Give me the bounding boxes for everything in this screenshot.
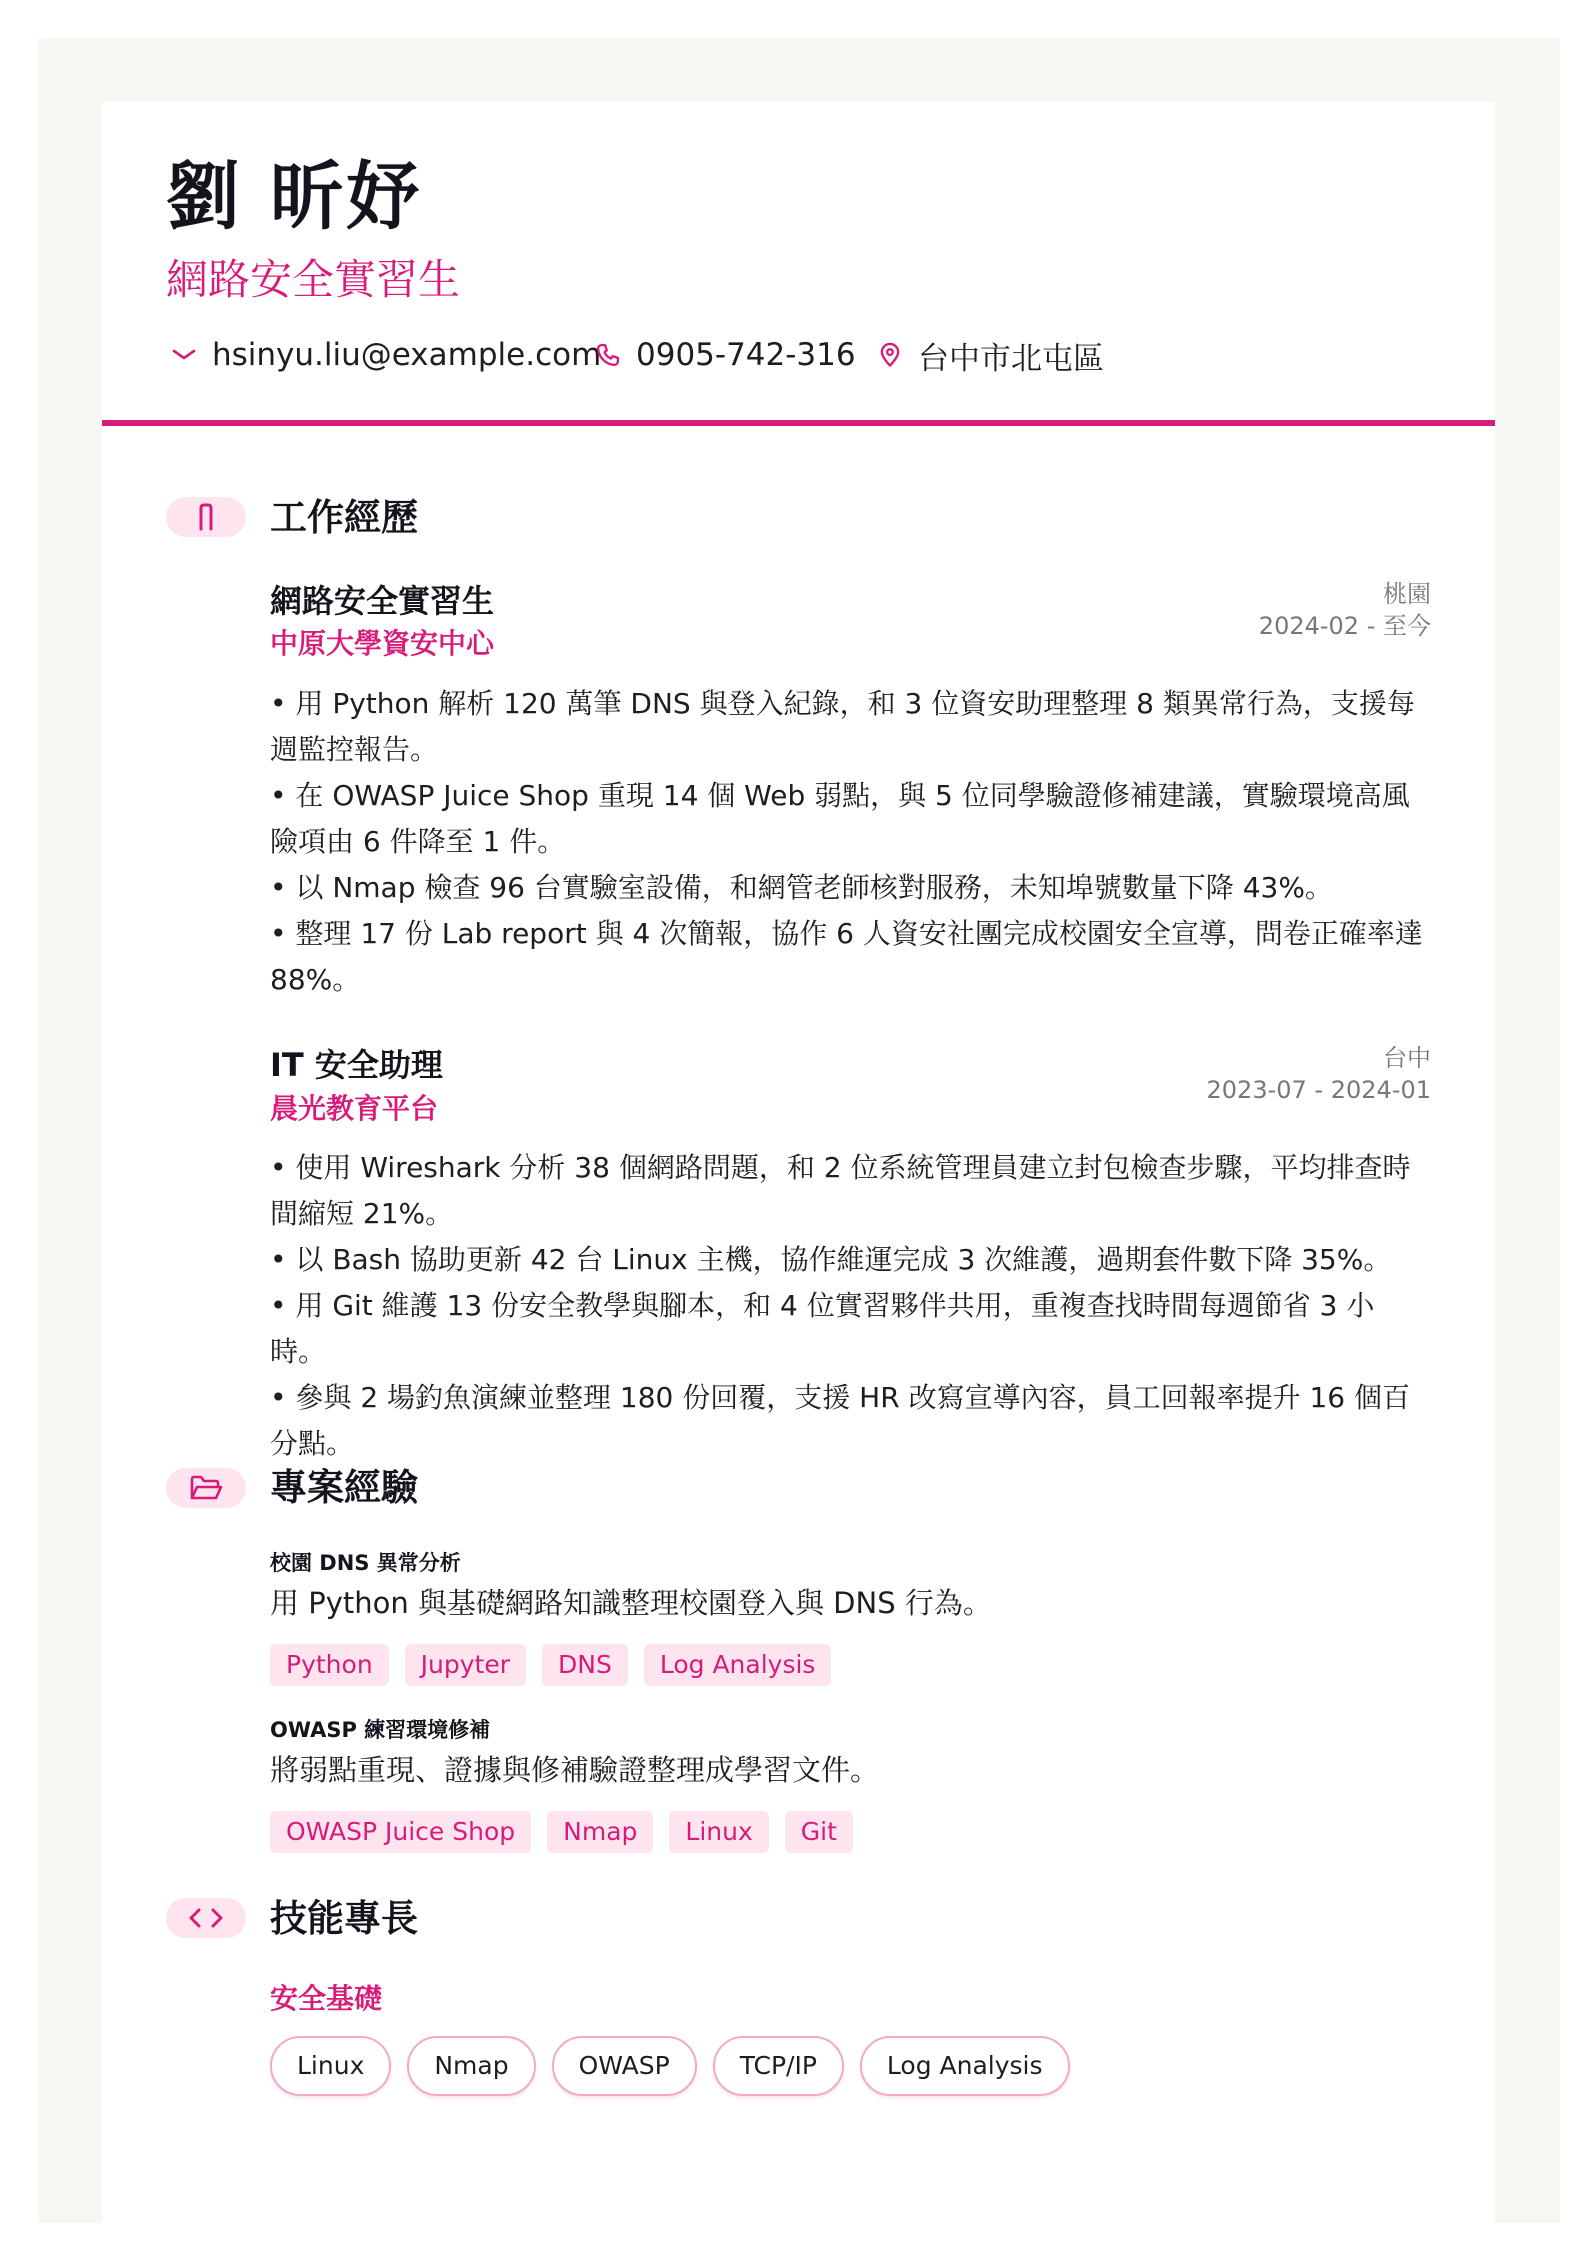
code-icon — [166, 1898, 246, 1938]
job-bullet: • 以 Nmap 檢查 96 台實驗室設備，和網管老師核對服務，未知埠號數量下降 43%。 — [270, 871, 1333, 904]
resume-page — [102, 102, 1495, 2226]
project-tag: DNS — [542, 1644, 628, 1686]
project-tag: OWASP Juice Shop — [270, 1811, 531, 1853]
project-tag: Git — [785, 1811, 853, 1853]
section-title-projects: 專案經驗 — [270, 1466, 418, 1509]
candidate-name: 劉 昕妤 — [166, 154, 422, 240]
email-icon — [166, 337, 202, 373]
skill-pill: OWASP — [552, 2036, 697, 2096]
project-tag: Nmap — [547, 1811, 653, 1853]
job-location: 台中 — [1383, 1044, 1431, 1072]
location-text: 台中市北屯區 — [918, 340, 1104, 377]
project-tags — [270, 1811, 853, 1853]
job-title: 網路安全實習生 — [270, 582, 495, 620]
project-tags — [270, 1644, 831, 1686]
contact-email[interactable] — [166, 335, 601, 375]
briefcase-icon — [166, 497, 246, 537]
email-text: hsinyu.liu@example.com — [212, 337, 602, 373]
job-company: 中原大學資安中心 — [270, 627, 495, 660]
skill-pill: Nmap — [407, 2036, 535, 2096]
project-description: 用 Python 與基礎網路知識整理校園登入與 DNS 行為。 — [270, 1586, 992, 1620]
project-tag: Linux — [669, 1811, 768, 1853]
project-title: 校園 DNS 異常分析 — [270, 1551, 461, 1575]
skill-pill: Linux — [270, 2036, 391, 2096]
phone-icon — [590, 337, 626, 373]
job-bullet: • 參與 2 場釣魚演練並整理 180 份回覆，支援 HR 改寫宣導內容，員工回報率提升 16 個百分點。 — [270, 1381, 1411, 1460]
project-tag: Python — [270, 1644, 389, 1686]
location-pin-icon — [872, 337, 908, 373]
skill-pill: Log Analysis — [860, 2036, 1070, 2096]
job-company: 晨光教育平台 — [270, 1092, 439, 1125]
candidate-role: 網路安全實習生 — [166, 255, 461, 304]
skill-pill: TCP/IP — [713, 2036, 844, 2096]
job-dates: 2024-02 - 至今 — [1258, 612, 1431, 640]
contact-phone[interactable] — [590, 335, 856, 375]
project-tag: Jupyter — [405, 1644, 526, 1686]
header-divider — [102, 420, 1495, 426]
project-title: OWASP 練習環境修補 — [270, 1718, 491, 1742]
job-bullet: • 用 Git 維護 13 份安全教學與腳本，和 4 位實習夥伴共用，重複查找時間每週節省 3 小時。 — [270, 1289, 1375, 1368]
job-location: 桃園 — [1383, 580, 1431, 608]
phone-text: 0905-742-316 — [636, 337, 856, 373]
job-bullet: • 用 Python 解析 120 萬筆 DNS 與登入紀錄，和 3 位資安助理整理 8 類異常行為，支援每週監控報告。 — [270, 687, 1415, 766]
section-title-skills: 技能專長 — [270, 1897, 418, 1940]
job-bullet: • 使用 Wireshark 分析 38 個網路問題，和 2 位系統管理員建立封包檢查步驟，平均排查時間縮短 21%。 — [270, 1151, 1411, 1230]
job-bullet: • 整理 17 份 Lab report 與 4 次簡報，協作 6 人資安社團完成校園安全宣導，問卷正確率達 88%。 — [270, 917, 1423, 996]
skill-category: 安全基礎 — [270, 1982, 383, 2015]
skill-pills — [270, 2036, 1070, 2096]
job-title: IT 安全助理 — [270, 1046, 443, 1084]
project-description: 將弱點重現、證據與修補驗證整理成學習文件。 — [270, 1753, 880, 1787]
job-bullets — [270, 681, 1430, 1003]
folder-icon — [166, 1468, 246, 1508]
job-bullet: • 以 Bash 協助更新 42 台 Linux 主機，協作維運完成 3 次維護，過期套件數下降 35%。 — [270, 1243, 1392, 1276]
job-bullets — [270, 1145, 1430, 1467]
contact-location — [872, 335, 1104, 375]
section-title-work: 工作經歷 — [270, 496, 418, 539]
project-tag: Log Analysis — [644, 1644, 832, 1686]
job-dates: 2023-07 - 2024-01 — [1206, 1076, 1431, 1104]
job-bullet: • 在 OWASP Juice Shop 重現 14 個 Web 弱點，與 5 位同學驗證修補建議，實驗環境高風險項由 6 件降至 1 件。 — [270, 779, 1410, 858]
